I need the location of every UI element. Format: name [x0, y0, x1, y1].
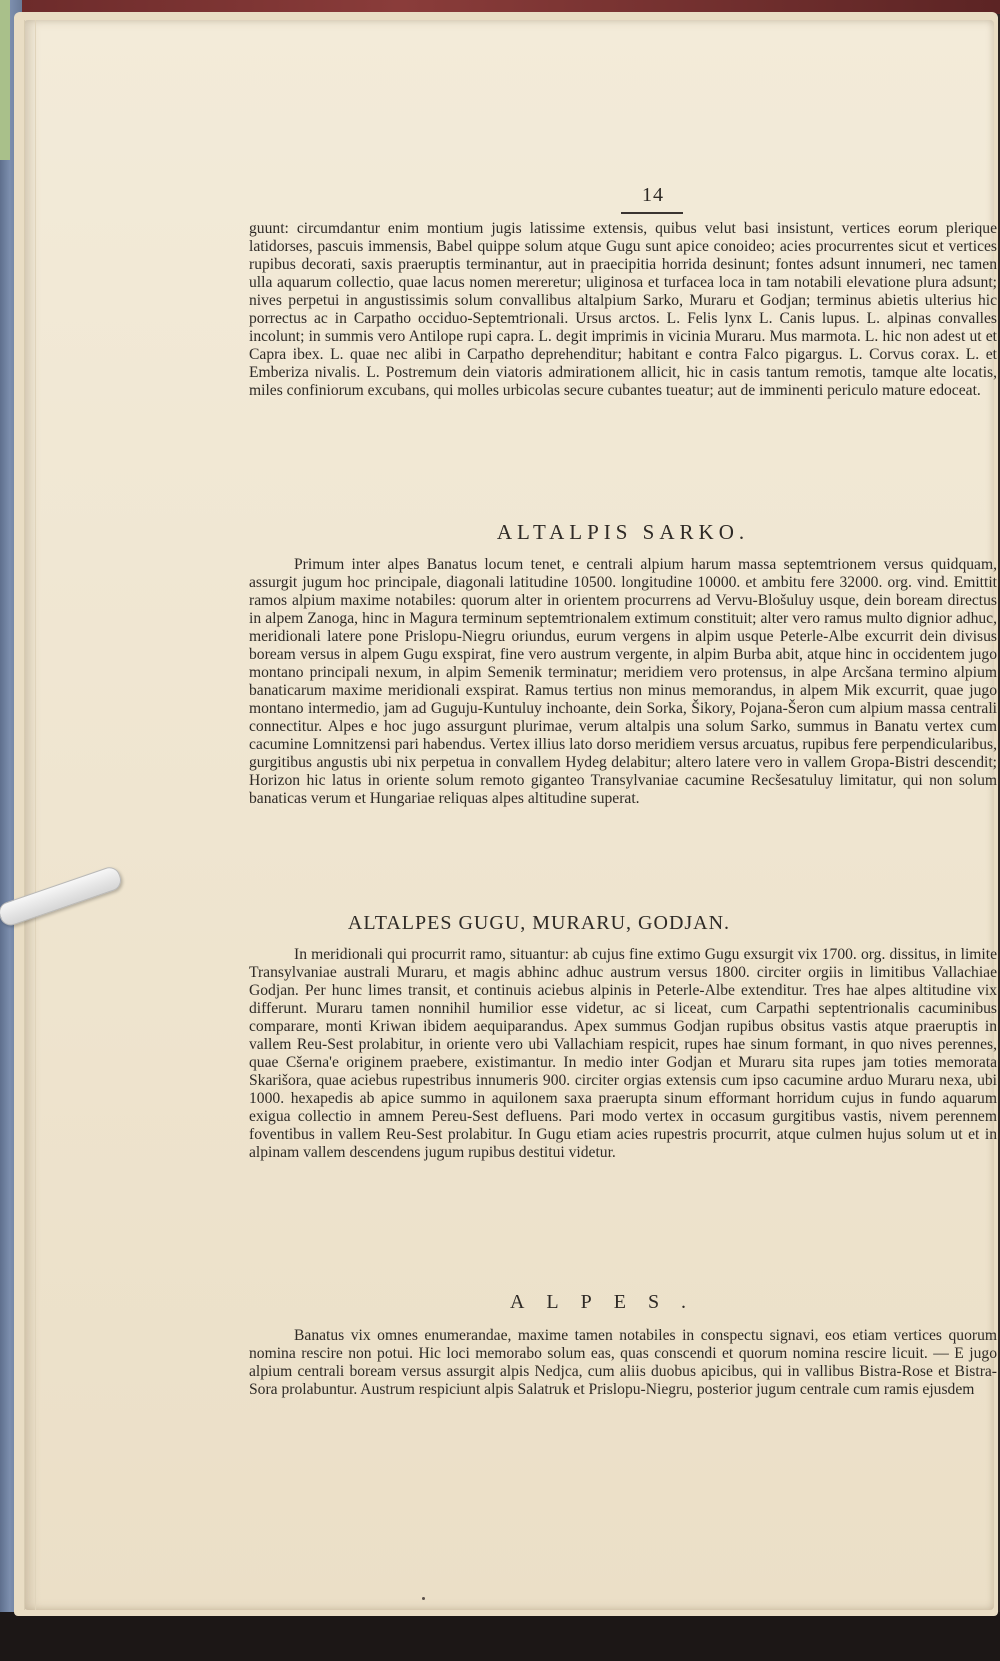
paragraph-sarko-text: Primum inter alpes Banatus locum tenet, e centrali alpium harum massa septemtrionem versus quidquam, assurgit jugum hoc principale, diagonali latitudine 10500. longitudine 10000. et ambitu fere 32000. org. vind. Emittit ramos alpium maxime notabiles: quorum alter in orientem procurrens ad Vervu-Blošuluy usque, dein boream directus in alpem Zanoga, hinc in Magura terminum septemtrionalem extimum constituit; alter vero ramus multo dignior adhuc, meridionali latere pone Prislopu-Niegru oriundus, eurum vergens in alpim usque Peterle-Albe excurrit dein divisus boream versus in alpem Gugu exspirat, fine vero austrum vergente, in alpim Burba abit, atque hinc in occidentem jugo montano principali nexum, in alpim Semenik terminatur; meridiem vero protensus, in alpe Arcšana termino alpium banaticarum maxime meridionali exspirat. Ramus tertius non minus memorandus, in alpem Mik excurrit, quae jugo montano intermedio, jam ad Guguju-Kuntuluy inchoante, dein Sorka, Šikory, Pojana-Šeron cum alpium massa centrali connectitur. Alpes e hoc jugo assurgunt plurimae, verum altalpis una solum Sarko, summus in Banatu vertex cum cacumine Lomnitzensi pari habendus. Vertex illius lato dorso meridiem versus arcuatus, rupibus fere perpendicularibus, gurgitibus angustis ubi nix perpetua in convallem Hydeg delabitur; altero latere vero in vallem Gropa-Bistri descendit; Horizon hic latus in oriente solum remoto giganteo Transylvaniae cacumine Recšesatuluy limitatur, qui non solum banaticas verum et Hungariae reliquas alpes altitudine superat.: [249, 556, 997, 807]
page-edge: [24, 20, 36, 1610]
page-number: 14: [642, 184, 664, 206]
paragraph-gugu: [249, 946, 997, 1162]
paragraph-alpes: [249, 1327, 997, 1399]
section-heading-gugu: ALTALPES GUGU, MURARU, GODJAN.: [347, 912, 731, 934]
section-heading-sarko: ALTALPIS SARKO.: [496, 520, 750, 544]
book-spine-label: [0, 0, 10, 160]
book-page: [24, 20, 997, 1610]
section-heading-alpes: ALPES.: [509, 1291, 709, 1313]
ink-dot: [422, 1597, 425, 1600]
paragraph-gugu-text: In meridionali qui procurrit ramo, situantur: ab cujus fine extimo Gugu exsurgit vix 1700. org. dissitus, in limite Transylvaniae australi Muraru, et magis abhinc adhuc austrum versus 1800. circiter orgiis in limitibus Vallachiae Godjan. Per hunc limes transit, et continuis aciebus alpinis in Peterle-Albe extenditur. Tres hae alpes altitudine vix differunt. Muraru tamen nonnihil humilior esse videtur, ac si liceat, cum Carpathi septentrionalis cacuminibus comparare, monti Kriwan ibidem aequiparandus. Apex summus Godjan rupibus obsitus vastis atque praeruptis in vallem Reu-Sest prolabitur, in oriente vero ubi Vallachiam respicit, rupes hae sinum formant, in quo nives perennes, quae Cšerna'e originem praebere, existimantur. In medio inter Godjan et Muraru sita rupes jam toties memorata Skarišora, quae aciebus rupestribus innumeris 900. circiter orgias extensis cum ipso cacumine arduo Muraru nexa, ubi 1000. hexapedis ab apice summo in aquilonem saxa praerupta sinum efformant horridum cujus in fundo aquarum exigua collectio in amnem Pereu-Sest defluens. Pari modo vertex in occasum gurgitibus vastis, nivem perennem foventibus in vallem Reu-Sest prolabitur. In Gugu etiam acies rupestris procurrit, atque culmen hujus solum ut et in alpinam vallem descendens jugum rupibus destitui videtur.: [249, 946, 997, 1161]
page-number-rule: [621, 212, 683, 214]
paragraph-sarko: [249, 556, 997, 808]
scan-bottom-edge: [0, 1612, 1000, 1661]
paragraph-alpes-text: Banatus vix omnes enumerandae, maxime tamen notabiles in conspectu signavi, eos etiam vertices quorum nomina rescire non potui. Hic loci memorabo solum eas, quas conscendi et quorum nomina rescire licuit. — E jugo alpium centrali boream versus assurgit alpis Nedjca, cum aliis duobus apicibus, qui in vallibus Bistra-Rose et Bistra-Sora prolabuntur. Austrum respiciunt alpis Salatruk et Prislopu-Niegru, posterior jugum centrale cum ramis ejusdem: [249, 1327, 997, 1398]
paragraph-continuation: guunt: circumdantur enim montium jugis latissime extensis, quibus velut basi insistunt, vertices eorum plerique latidorses, pascuis immensis, Babel quippe solum atque Gugu sunt apice conoideo; acies procurrentes sicut et vertices rupibus decorati, saxis praeruptis terminantur, aut in praecipitia horrida desinunt; fontes adsunt innumeri, nec tamen ulla aquarum collectio, quae lacus nomen mereretur; uliginosa et turfacea loca in tam notabili elevatione plura adsunt; nives perpetui in angustissimis solum convallibus altalpium Sarko, Muraru et Godjan; terminus abietis ulterius hic porrectus ac in Carpatho occiduo-Septemtrionali. Ursus arctos. L. Felis lynx L. Canis lupus. L. alpinas convalles incolunt; in summis vero Antilope rupi capra. L. degit imprimis in vicinia Muraru. Mus marmota. L. hic non adest ut et Capra ibex. L. quae nec alibi in Carpatho deprehenditur; habitant e contra Falco pigargus. L. Corvus corax. L. et Emberiza nivalis. L. Postremum dein viatoris admirationem allicit, hic in casis tantum remotis, tamque alte locatis, miles confiniorum excubans, qui molles urbicolas secure cubantes tueatur; aut de imminenti periculo mature edoceat.: [249, 220, 997, 399]
